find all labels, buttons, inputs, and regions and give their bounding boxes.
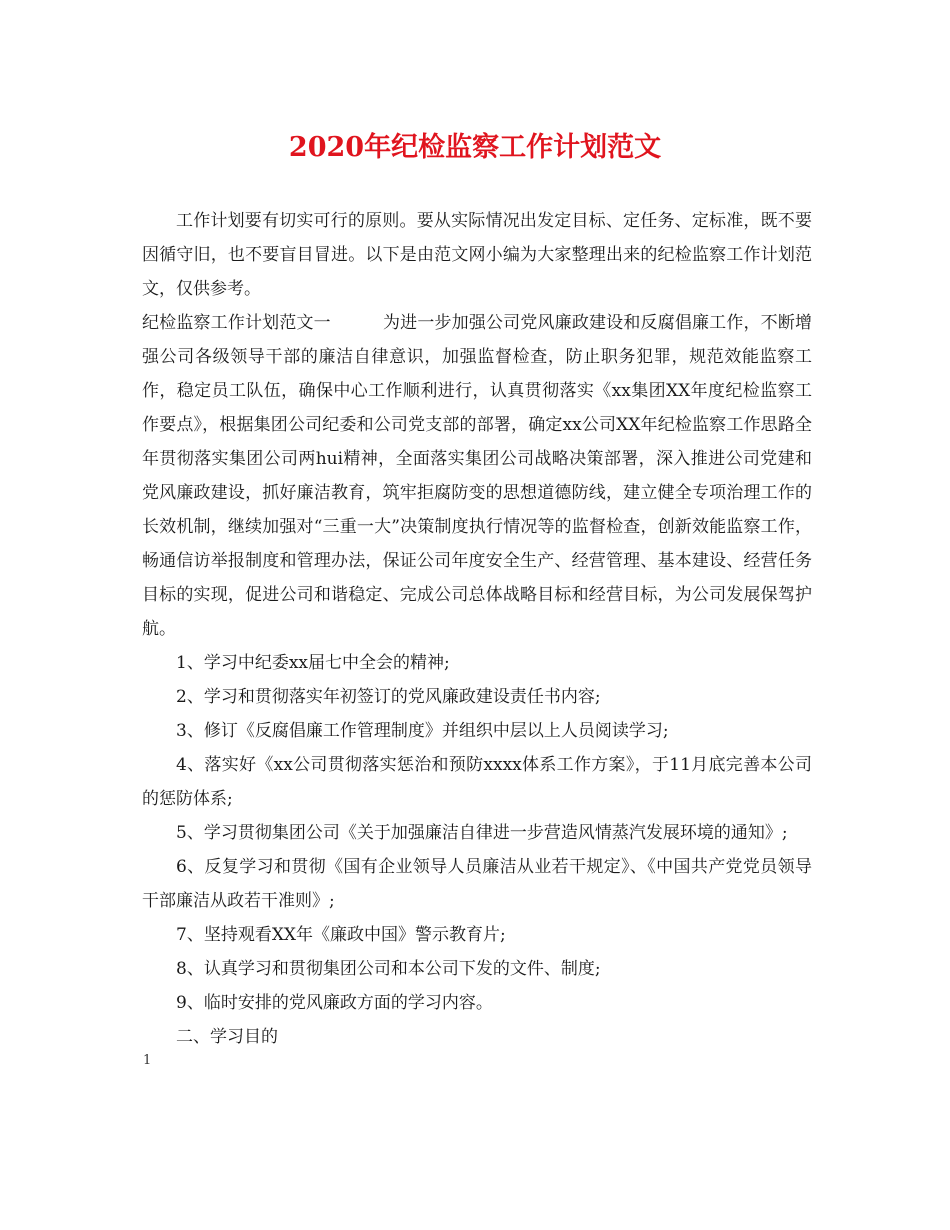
document-title: 2020年纪检监察工作计划范文 xyxy=(288,132,662,163)
list-item: 7、坚持观看XX年《廉政中国》警示教育片; xyxy=(176,925,506,945)
subheading: 二、学习目的 xyxy=(176,1027,278,1047)
list-item: 4、落实好《xx公司贯彻落实惩治和预防xxxx体系工作方案》，于11月底完善本公司的惩防体系; xyxy=(142,755,812,809)
list-item: 5、学习贯彻集团公司《关于加强廉洁自律进一步营造风情蒸汽发展环境的通知》; xyxy=(176,823,788,843)
list-item: 8、认真学习和贯彻集团公司和本公司下发的文件、制度; xyxy=(176,959,601,979)
list-item: 3、修订《反腐倡廉工作管理制度》并组织中层以上人员阅读学习; xyxy=(176,721,669,741)
page-number: 1 xyxy=(143,1053,152,1068)
intro-paragraph: 工作计划要有切实可行的原则。要从实际情况出发定目标、定任务、定标准，既不要因循守旧，也不要盲目冒进。以下是由范文网小编为大家整理出来的纪检监察工作计划范文，仅供参考。 xyxy=(142,211,812,299)
list-item: 6、反复学习和贯彻《国有企业领导人员廉洁从业若干规定》、《中国共产党党员领导干部廉洁从政若干准则》; xyxy=(142,857,812,911)
section-body: 为进一步加强公司党风廉政建设和反腐倡廉工作，不断增强公司各级领导干部的廉洁自律意识，加强监督检查，防止职务犯罪，规范效能监察工作，稳定员工队伍，确保中心工作顺利进行，认真贯彻落实《xx集团XX年度纪检监察工作要点》，根据集团公司纪委和公司党支部的部署，确定xx公司XX年纪检监察工作思路全年贯彻落实集团公司两hui精神，全面落实集团公司战略决策部署，深入推进公司党建和党风廉政建设，抓好廉洁教育，筑牢拒腐防变的思想道德防线，建立健全专项治理工作的长效机制，继续加强对“三重一大”决策制度执行情况等的监督检查，创新效能监察工作，畅通信访举报制度和管理办法，保证公司年度安全生产、经营管理、基本建设、经营任务目标的实现，促进公司和谐稳定、完成公司总体战略目标和经营目标，为公司发展保驾护航。 xyxy=(142,313,813,639)
document-body xyxy=(142,204,812,1054)
list-item: 1、学习中纪委xx届七中全会的精神; xyxy=(176,653,450,673)
section-paragraph xyxy=(142,306,812,646)
list-item: 9、临时安排的党风廉政方面的学习内容。 xyxy=(176,993,493,1013)
section-heading: 纪检监察工作计划范文一 xyxy=(142,313,331,333)
list-item: 2、学习和贯彻落实年初签订的党风廉政建设责任书内容; xyxy=(176,687,601,707)
